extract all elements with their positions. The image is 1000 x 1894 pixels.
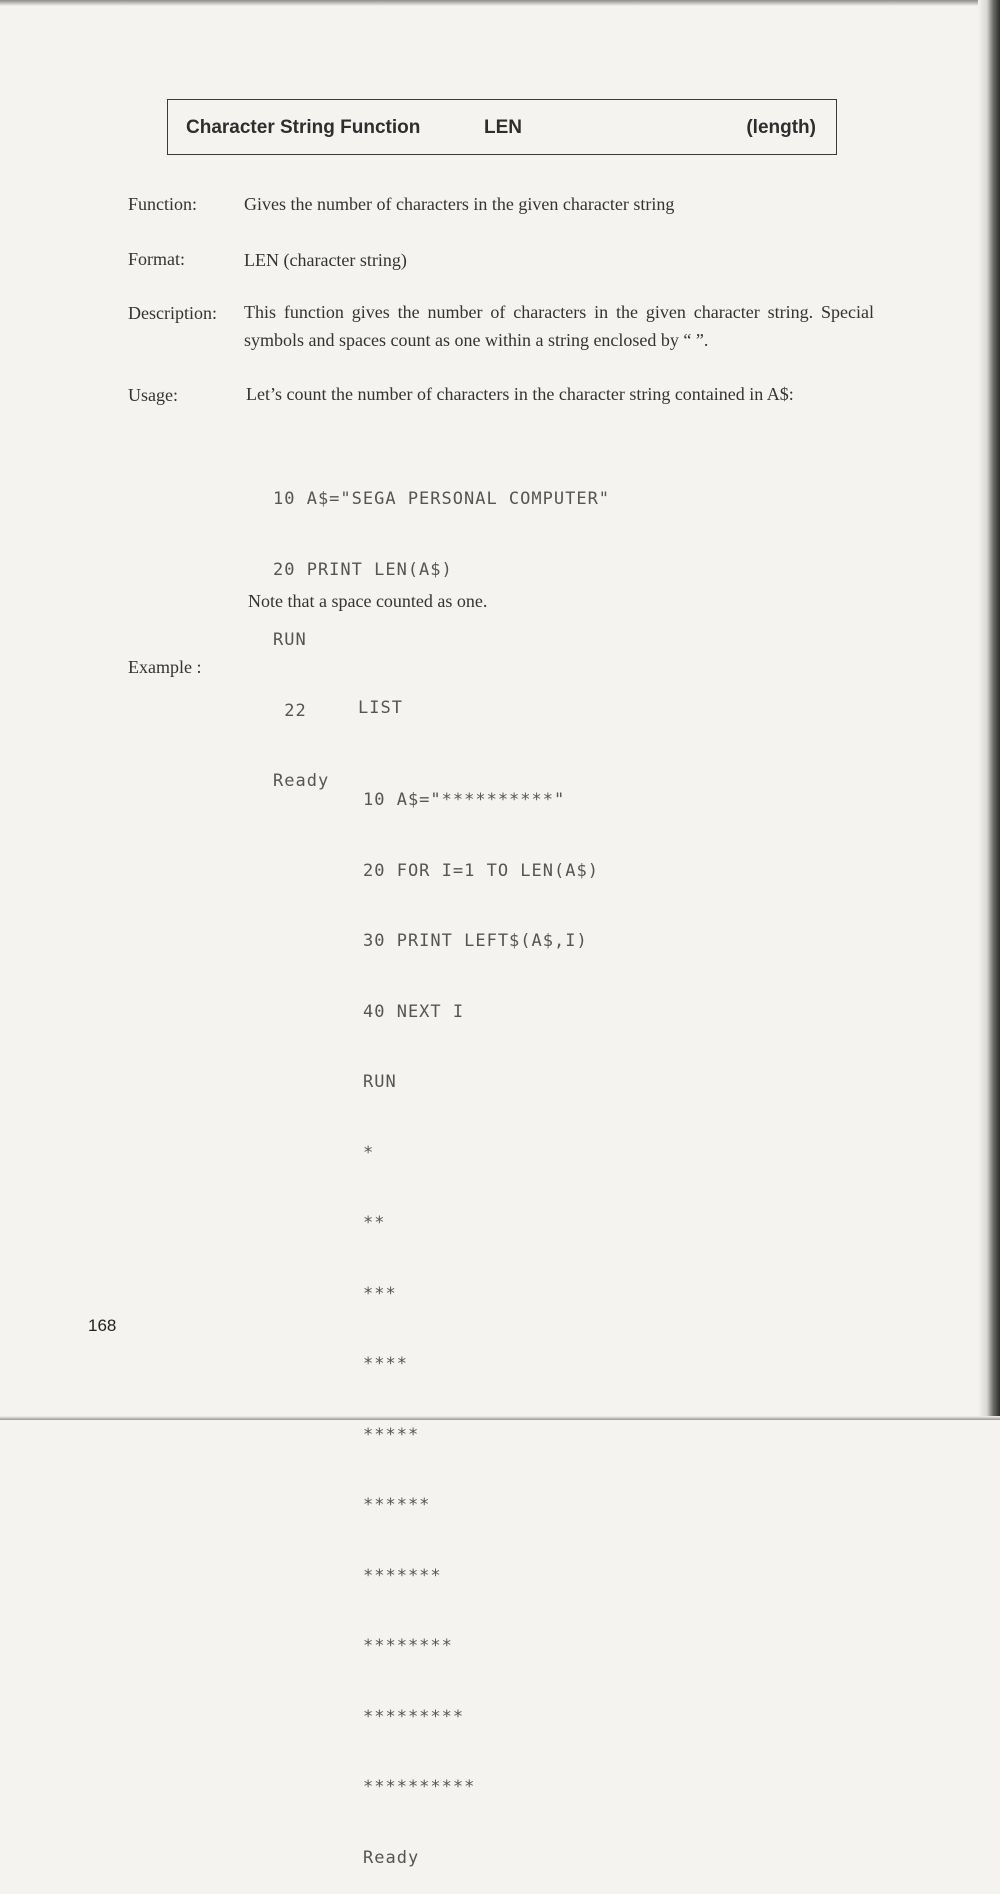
code-line: 20 FOR I=1 TO LEN(A$) <box>363 860 599 881</box>
code-line: RUN <box>273 630 307 650</box>
usage-text: Let’s count the number of characters in the character string contained in A$: <box>246 384 794 404</box>
function-label: Function: <box>128 194 198 214</box>
description-label: Description: <box>128 303 217 323</box>
output-line: ******* <box>363 1565 442 1586</box>
format-text: LEN (character string) <box>244 250 407 270</box>
output-line: ******** <box>363 1636 453 1656</box>
code-line: RUN <box>363 1072 397 1092</box>
example-list-command: LIST <box>358 698 403 718</box>
output-line: **** <box>363 1354 408 1374</box>
header-category: Character String Function <box>186 117 421 138</box>
code-line: 20 PRINT LEN(A$) <box>273 559 453 580</box>
output-line: ********** <box>363 1777 476 1797</box>
output-line: * <box>363 1142 375 1163</box>
usage-note: Note that a space counted as one. <box>248 591 488 611</box>
example-code-block <box>363 742 599 1894</box>
header-keyword: LEN <box>484 117 522 138</box>
header-meaning: (length) <box>746 117 816 138</box>
code-line: 40 NEXT I <box>363 1001 465 1022</box>
description-text: This function gives the number of characters in the given character string. Special symbols and spaces count as one within a string enclosed by “ ”. <box>244 302 874 350</box>
output-line: *** <box>363 1283 397 1304</box>
function-text: Gives the number of characters in the given character string <box>244 194 675 214</box>
page-top-shadow <box>0 0 1000 6</box>
page-number: 168 <box>88 1316 117 1335</box>
code-line: 10 A$="SEGA PERSONAL COMPUTER" <box>273 489 611 509</box>
page-binding-edge <box>978 0 1000 1420</box>
function-header-box <box>167 99 837 155</box>
format-label: Format: <box>128 249 185 269</box>
example-label: Example : <box>128 657 202 677</box>
output-line: ********* <box>363 1706 465 1727</box>
code-line: 30 PRINT LEFT$(A$,I) <box>363 931 588 951</box>
output-line: ** <box>363 1213 386 1233</box>
output-line: ****** <box>363 1495 431 1515</box>
code-line: Ready <box>273 771 330 791</box>
output-line: Ready <box>363 1847 420 1868</box>
usage-label: Usage: <box>128 385 178 405</box>
code-line: 10 A$="**********" <box>363 790 566 810</box>
output-line: ***** <box>363 1424 420 1445</box>
code-line: 22 <box>273 700 307 721</box>
